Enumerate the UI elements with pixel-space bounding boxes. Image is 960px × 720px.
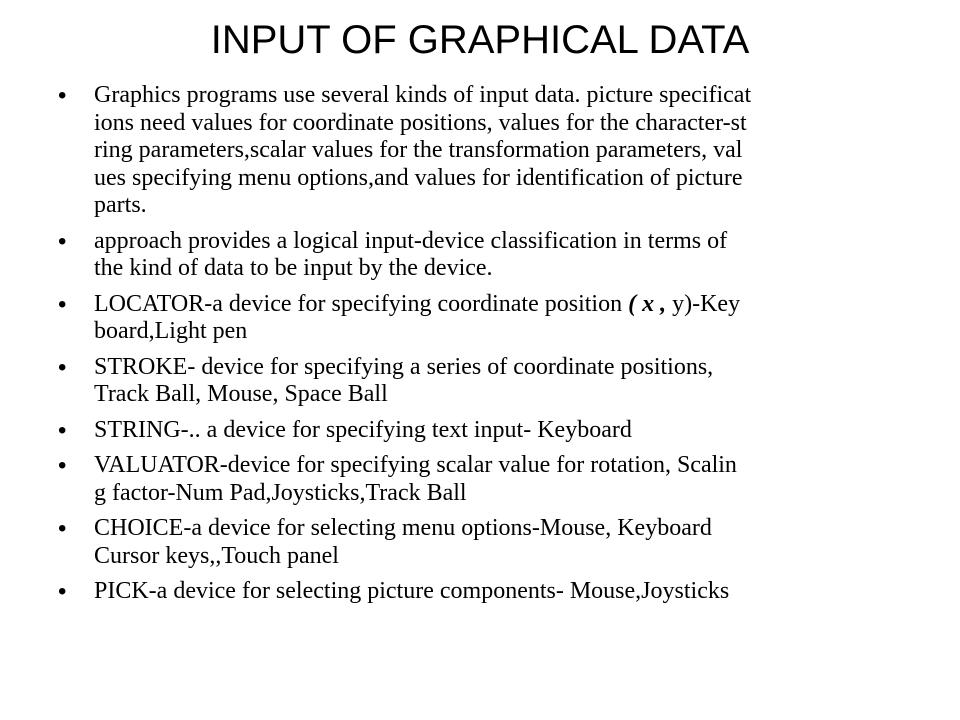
text-line: ues specifying menu options,and values for identification of picture xyxy=(94,164,743,191)
text-segment: y)-Key xyxy=(666,290,741,317)
bullet-text xyxy=(94,515,928,570)
coordinate-emphasis: ( x , xyxy=(628,290,667,317)
text-line: Graphics programs use several kinds of input data. picture specificat xyxy=(94,82,752,108)
bullet-item-4 xyxy=(58,354,928,409)
text-line: board,Light pen xyxy=(94,318,248,344)
text-line: Track Ball, Mouse, Space Ball xyxy=(94,381,388,407)
text-line xyxy=(94,291,928,319)
bullet-icon: • xyxy=(58,227,67,255)
text-line: parts. xyxy=(94,192,147,218)
text-line: STROKE- device for specifying a series of coordinate positions, xyxy=(94,353,714,380)
slide-title: INPUT OF GRAPHICAL DATA xyxy=(210,18,750,62)
bullet-text xyxy=(94,417,928,445)
bullet-item-8 xyxy=(58,578,928,606)
bullet-item-6 xyxy=(58,452,928,507)
text-segment: LOCATOR-a device for specifying coordinate position xyxy=(94,290,629,317)
text-line: VALUATOR-device for specifying scalar value for rotation, Scalin xyxy=(94,452,737,478)
bullet-list xyxy=(58,82,928,614)
bullet-text xyxy=(94,291,928,346)
bullet-item-2 xyxy=(58,228,928,283)
bullet-text xyxy=(94,228,928,283)
bullet-icon: • xyxy=(58,452,67,479)
bullet-text xyxy=(94,578,928,606)
bullet-icon: • xyxy=(58,82,67,109)
bullet-text xyxy=(94,354,928,409)
bullet-icon: • xyxy=(58,515,67,542)
text-line: CHOICE-a device for selecting menu options-Mouse, Keyboard xyxy=(94,515,712,541)
text-line: ions need values for coordinate positions, values for the character-st xyxy=(94,109,747,136)
bullet-icon: • xyxy=(58,353,67,381)
text-line: ring parameters,scalar values for the transformation parameters, val xyxy=(94,137,743,163)
text-line: STRING-.. a device for specifying text input- Keyboard xyxy=(94,416,632,443)
bullet-text xyxy=(94,82,928,220)
bullet-item-3 xyxy=(58,291,928,346)
bullet-icon: • xyxy=(58,290,67,318)
text-line: Cursor keys,,Touch panel xyxy=(94,542,339,569)
text-line: PICK-a device for selecting picture components- Mouse,Joysticks xyxy=(94,578,730,604)
bullet-item-7 xyxy=(58,515,928,570)
bullet-text xyxy=(94,452,928,507)
bullet-icon: • xyxy=(58,578,67,605)
text-line: g factor-Num Pad,Joysticks,Track Ball xyxy=(94,479,467,506)
bullet-item-1 xyxy=(58,82,928,220)
bullet-icon: • xyxy=(58,416,67,444)
bullet-item-5 xyxy=(58,417,928,445)
text-line: approach provides a logical input-device classification in terms of xyxy=(94,227,728,254)
text-line: the kind of data to be input by the device. xyxy=(94,255,493,281)
